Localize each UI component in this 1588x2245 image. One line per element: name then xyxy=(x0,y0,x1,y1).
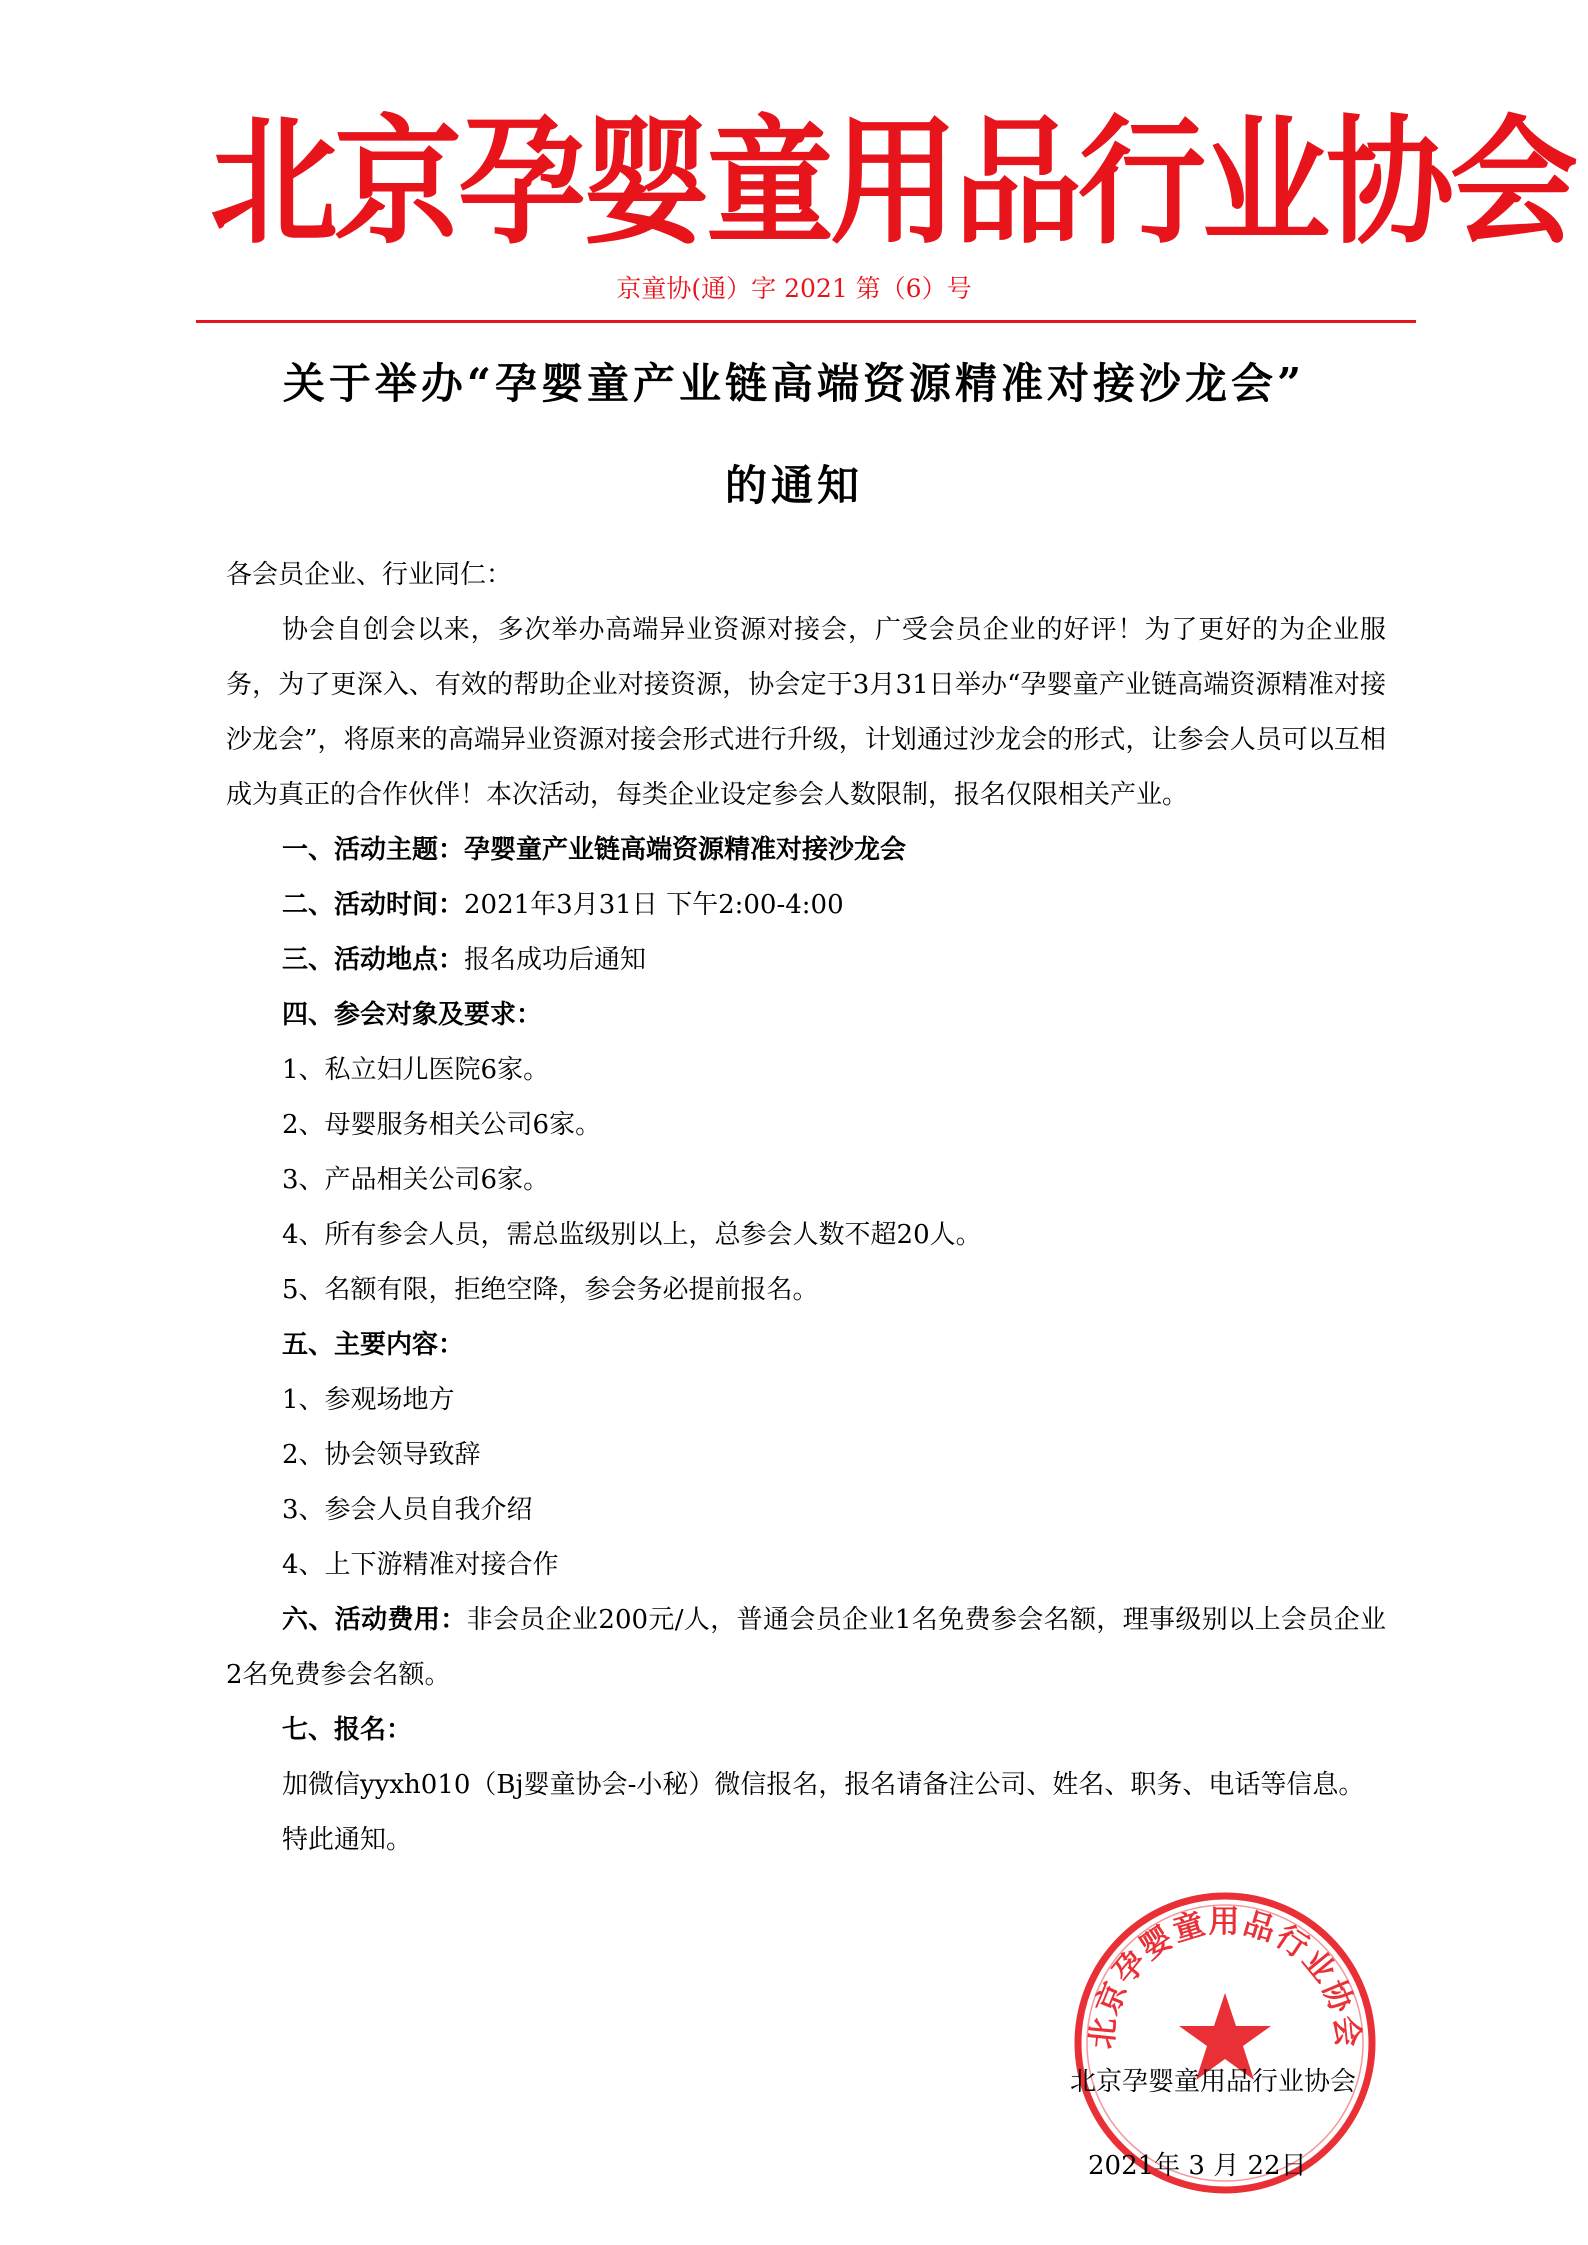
seal-ring-text: 北京孕婴童用品行业协会 xyxy=(1084,1904,1366,2051)
document-number: 京童协(通）字 2021 第（6）号 xyxy=(616,274,972,303)
signature-date: 2021年 3 月 22日 xyxy=(1088,2151,1307,2181)
letterhead-org-name: 北京孕婴童用品行业协会 xyxy=(210,102,1575,264)
content-item: 2、协会领导致辞 xyxy=(282,1440,481,1470)
participants-item: 5、名额有限，拒绝空降，参会务必提前报名。 xyxy=(282,1275,819,1305)
participants-item: 4、所有参会人员，需总监级别以上，总参会人数不超20人。 xyxy=(282,1220,982,1250)
intro-paragraph: 协会自创会以来，多次举办高端异业资源对接会，广受会员企业的好评！为了更好的为企业服务，为了更深入、有效的帮助企业对接资源，协会定于3月31日举办“孕婴童产业链高端资源精准对接沙龙会”，将原来的高端异业资源对接会形式进行升级，计划通过沙龙会的形式，让参会人员可以互相成为真正的合作伙伴！本次活动，每类企业设定参会人数限制，报名仅限相关产业。 xyxy=(226,615,1386,810)
participants-item: 2、母婴服务相关公司6家。 xyxy=(282,1110,602,1140)
signature-org: 北京孕婴童用品行业协会 xyxy=(1070,2067,1357,2097)
content-item: 1、参观场地方 xyxy=(282,1385,455,1415)
theme-value: 孕婴童产业链高端资源精准对接沙龙会 xyxy=(464,835,907,865)
venue-line xyxy=(226,933,1386,988)
venue-label: 三、活动地点： xyxy=(282,945,465,975)
letterhead-divider xyxy=(196,320,1416,323)
theme-label: 一、活动主题： xyxy=(282,835,465,865)
time-label: 二、活动时间： xyxy=(282,890,465,920)
closing-line: 特此通知。 xyxy=(282,1825,413,1855)
time-value: 2021年3月31日 下午2:00-4:00 xyxy=(464,890,844,920)
content-item: 3、参会人员自我介绍 xyxy=(282,1495,533,1525)
document-title-line-2: 的通知 xyxy=(724,461,863,510)
registration-paragraph: 加微信yyxh010（Bj婴童协会-小秘）微信报名，报名请备注公司、姓名、职务、电话等信息。 xyxy=(282,1770,1365,1800)
fee-paragraph xyxy=(226,1593,1386,1703)
salutation: 各会员企业、行业同仁： xyxy=(226,560,513,590)
time-line xyxy=(226,878,1386,933)
registration-heading: 七、报名： xyxy=(282,1715,413,1745)
participants-heading: 四、参会对象及要求： xyxy=(282,1000,543,1030)
theme-line xyxy=(226,823,1386,878)
fee-label: 六、活动费用： xyxy=(282,1605,467,1635)
content-item: 4、上下游精准对接合作 xyxy=(282,1550,559,1580)
content-heading: 五、主要内容： xyxy=(282,1330,465,1360)
participants-item: 3、产品相关公司6家。 xyxy=(282,1165,550,1195)
document-body xyxy=(226,548,1386,1868)
document-title-line-1: 关于举办“孕婴童产业链高端资源精准对接沙龙会” xyxy=(282,359,1306,408)
venue-value: 报名成功后通知 xyxy=(464,945,647,975)
participants-item: 1、私立妇儿医院6家。 xyxy=(282,1055,550,1085)
fee-value: 非会员企业200元/人，普通会员企业1名免费参会名额，理事级别以上会员企业2名免费参会名额。 xyxy=(226,1605,1386,1690)
